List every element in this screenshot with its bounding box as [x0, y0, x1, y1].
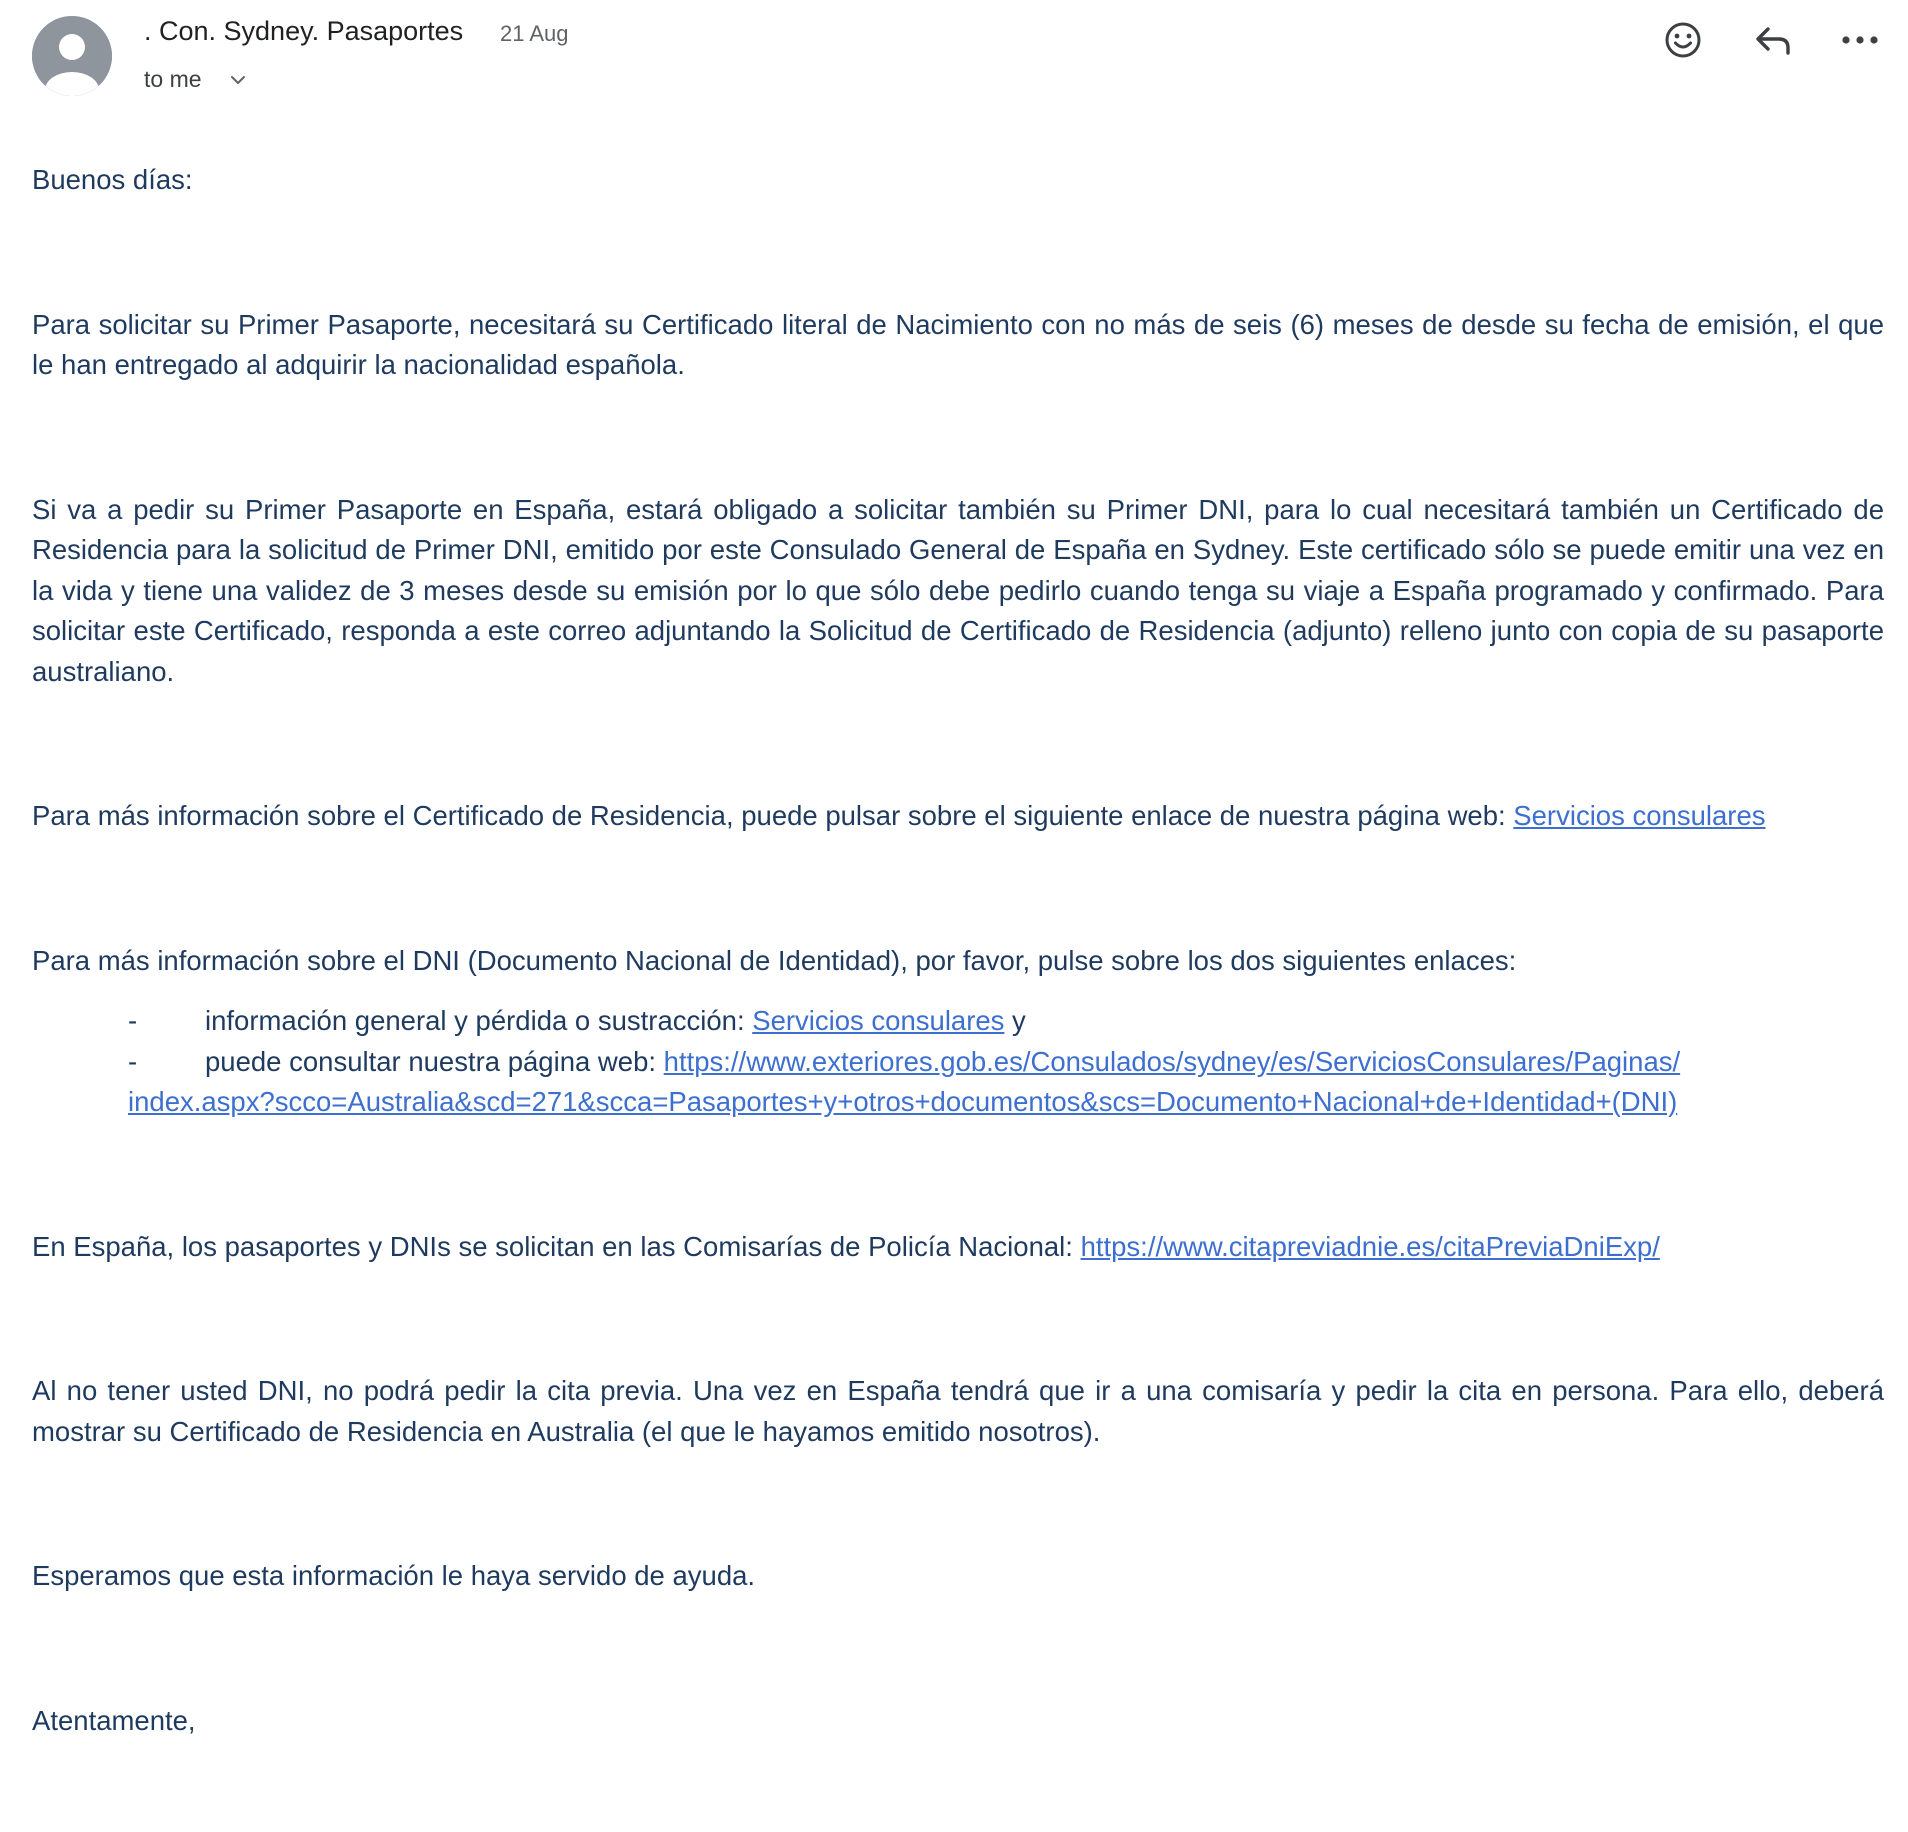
more-horizontal-icon: [1840, 33, 1880, 51]
cita-previa-link[interactable]: https://www.citapreviadnie.es/citaPreviaDniExp/: [1080, 1230, 1660, 1262]
list-item: [32, 1001, 1884, 1042]
general-info-consular-services-link[interactable]: Servicios consulares: [752, 1005, 1005, 1036]
list-item-text: [128, 1042, 1884, 1083]
paragraph-text: Para más información sobre el Certificado de Residencia, puede pulsar sobre el siguiente enlace de nuestra página web:: [32, 800, 1514, 831]
message-body: [32, 160, 1884, 1741]
spacer: [32, 1123, 1884, 1227]
reply-icon: [1751, 20, 1795, 65]
spacer: [32, 201, 1884, 305]
list-dash: -: [128, 1005, 138, 1036]
spacer: [32, 981, 1884, 1001]
chevron-down-icon[interactable]: [228, 70, 248, 90]
paragraph-more-info-dni: Para más información sobre el DNI (Documento Nacional de Identidad), por favor, pulse sobre los dos siguientes enlaces:: [32, 944, 1517, 976]
paragraph-more-info-residence: [32, 796, 1884, 837]
consular-services-link[interactable]: Servicios consulares: [1513, 800, 1766, 831]
list-item: [32, 1042, 1884, 1123]
emoji-react-button[interactable]: [1655, 14, 1711, 70]
message-header: [0, 0, 1908, 120]
reply-button[interactable]: [1745, 14, 1801, 70]
list-item-text: [128, 1001, 1884, 1042]
spacer: [32, 1597, 1884, 1701]
spacer: [32, 837, 1884, 941]
paragraph-text: En España, los pasaportes y DNIs se solicitan en las Comisarías de Policía Nacional:: [32, 1230, 1081, 1262]
recipient-label: to me: [144, 66, 202, 92]
spacer: [32, 692, 1884, 796]
spacer: [32, 386, 1884, 490]
paragraph-first-passport: Para solicitar su Primer Pasaporte, necesitará su Certificado literal de Nacimiento con no más de seis (6) meses de desde su fecha de emisión, el que le han entregado al adquirir la nacionalidad española.: [32, 308, 1884, 380]
closing: Atentamente,: [32, 1704, 196, 1736]
list-item-wrap: [128, 1082, 1884, 1123]
list-dash: -: [128, 1045, 138, 1077]
paragraph-hope-helpful: Esperamos que esta información le haya servido de ayuda.: [32, 1560, 756, 1591]
person-avatar-icon[interactable]: [32, 16, 112, 96]
more-options-button[interactable]: [1832, 14, 1888, 70]
paragraph-residence-certificate: Si va a pedir su Primer Pasaporte en España, estará obligado a solicitar también su Primer DNI, para lo cual necesitará también un Certificado de Residencia para la solicitud de Primer DNI, emitido por este Consulado General de España en Sydney. Este certificado sólo se puede emitir una vez en la vida y tiene una validez de 3 meses desde su emisión por lo que sólo debe pedirlo cuando tenga su viaje a España programado y confirmado. Para solicitar este Certificado, responda a este correo adjuntando la Solicitud de Certificado de Residencia (adjunto) relleno junto con copia de su pasaporte australiano.: [32, 493, 1884, 687]
message-date: 21 Aug: [500, 21, 569, 46]
paragraph-police-stations: [32, 1227, 1884, 1268]
spacer: [32, 1267, 1884, 1371]
list-item-label: puede consultar nuestra página web:: [205, 1045, 664, 1077]
paragraph-no-dni: Al no tener usted DNI, no podrá pedir la cita previa. Una vez en España tendrá que ir a una comisaría y pedir la cita en persona. Para ello, deberá mostrar su Certificado de Residencia en Australia (el que le hayamos emitido nosotros).: [32, 1375, 1884, 1447]
exteriores-url-link-part1[interactable]: https://www.exteriores.gob.es/Consulados/sydney/es/ServiciosConsulares/Paginas/: [663, 1045, 1681, 1077]
list-item-after: y: [1004, 1005, 1026, 1036]
sender-name[interactable]: . Con. Sydney. Pasaportes: [144, 16, 464, 46]
emoji-react-icon: [1663, 20, 1703, 65]
spacer: [32, 1452, 1884, 1556]
exteriores-url-link-part2[interactable]: index.aspx?scco=Australia&scd=271&scca=Pasaportes+y+otros+documentos&scs=Documento+Nacional+de+Identidad+(DNI): [128, 1086, 1678, 1117]
greeting: Buenos días:: [32, 164, 193, 195]
list-item-label: información general y pérdida o sustracción:: [205, 1005, 753, 1036]
dni-links-list: [32, 1001, 1884, 1123]
